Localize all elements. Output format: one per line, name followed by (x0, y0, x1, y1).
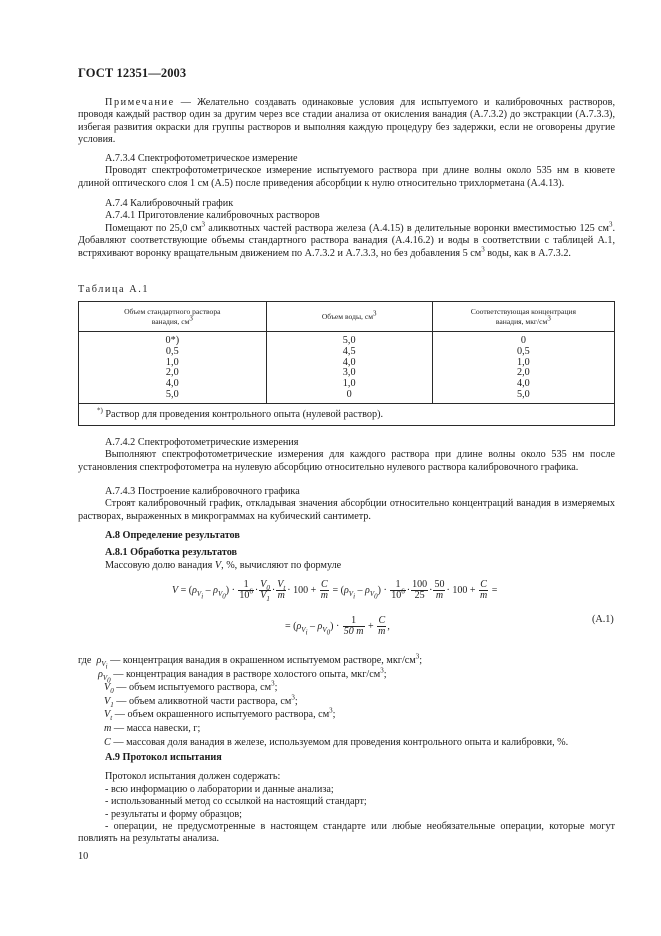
table-cell: 3,0 (342, 367, 356, 379)
table-header-concentration: Соответствующая концентрация ванадия, мкг/$см^3$ (432, 302, 614, 332)
definition-v1: $V_1$ — объем аликвотной части раствора, $см^3$; (104, 693, 298, 709)
table-data-row (79, 332, 615, 404)
table-footnote: *) Раствор для проведения контрольного опыта (нулевой раствор). (79, 403, 615, 425)
section-a81-heading: А.8.1 Обработка результатов (105, 547, 238, 559)
table-header-water-volume: Объем воды, $см^3$ (266, 302, 432, 332)
definition-rho-vi: где $\rho_{V_i}$ — концентрация ванадия в окрашенном испытуемом растворе, мкг/$см^3$; (78, 652, 423, 671)
section-a742-heading: А.7.4.2 Спектрофотометрические измерения (105, 437, 299, 448)
table-cell: 4,5 (342, 345, 356, 357)
note-text: — Желательно создавать одинаковые условия для испытуемого и калибровочных растворов, проводя каждый раствор один за другим через все стадии анализа от окисления ванадия (А.7.3.2) до экстракции (А.7.3.3), избегая развития окраски для группы растворов и выполняя каждую процедуру без задержки, если не оговорены другие условия. (78, 97, 615, 146)
table-footnote-row (79, 403, 615, 425)
table-a1 (78, 301, 615, 426)
section-a74-heading: А.7.4 Калибровочный график (105, 198, 234, 209)
note-label: Примечание (105, 97, 175, 108)
list-item: - использованный метод со ссылкой на настоящий стандарт; (105, 796, 367, 808)
section-a9-heading: А.9 Протокол испытания (105, 752, 222, 763)
table-cell: 4,0 (517, 378, 530, 390)
table-cell: 4,0 (165, 378, 179, 390)
list-item: - операции, не предусмотренные в настоящем стандарте или любые необязательные операции, которые могут повлиять на результаты анализа. (78, 821, 615, 845)
table-cell: 0*) (165, 335, 180, 346)
table-column-concentration (432, 332, 614, 404)
formula-line-2: = $(\rho_{V_i} - \rho_{V_0})$ · $\frac{1}{50 m}$ + $\frac{C}{m}$ , (285, 615, 390, 637)
section-a74 (78, 198, 615, 260)
formula-line-1: $V = (\rho_{V_i} - \rho_{V_0})$ · $\frac{1}{10^6}$ · $\frac{V_0}{V_1}$ · $\frac{V_t}{m}$ · 100 + $\frac{C}{m}$ = $(\rho_{V_i} - \rho_{V_0})$ · $\frac{1}{10^6}$ · $\frac{100}{25}$ · $\frac{50}{m}$ · 100 + $\frac{C}{m}$ = (172, 579, 498, 603)
definition-c: C — массовая доля ванадия в железе, используемом для проведения контрольного опыта и калибровки, %. (104, 736, 569, 748)
table-caption: Таблица А.1 (78, 284, 150, 295)
table-cell: 4,0 (342, 356, 356, 368)
section-a741-heading: А.7.4.1 Приготовление калибровочных растворов (105, 210, 320, 222)
table-cell: 1,0 (517, 356, 530, 368)
variable-definitions (78, 652, 618, 750)
section-a742-text: Выполняют спектрофотометрические измерения для каждого раствора при длине волны около 535 нм после установления спектрофотометра на нулевую абсорбцию относительно нулевого раствора калибровочного графика. (78, 449, 615, 473)
list-item: - всю информацию о лаборатории и данные анализа; (105, 783, 334, 795)
section-a741-text: Помещают по 25,0 $см^3$ аликвотных частей раствора железа (А.4.15) в делительные воронки вместимостью 125 $см^3$. Добавляют соответствующие объемы стандартного раствора ванадия (А.4.16.2) и воды в соответствии с таблицей А.1, встряхивают воронку вращательным движением по А.7.3.2 и А.7.3.3, но без добавления 5 $см^3$ воды, как в А.7.3.2. (78, 220, 615, 259)
section-a743-text: Строят калибровочный график, откладывая значения абсорбции относительно концентраций ванадия в измеряемых растворах, выраженных в микрограммах на кубический сантиметр. (78, 498, 615, 522)
section-a81-text: Массовую долю ванадия V, %, вычисляют по формуле (105, 559, 342, 571)
table-cell: 2,0 (165, 367, 179, 379)
standard-header: ГОСТ 12351—2003 (78, 66, 187, 80)
section-a734 (78, 153, 615, 190)
section-a743-heading: А.7.4.3 Построение калибровочного графика (105, 486, 300, 497)
section-a8 (78, 530, 615, 572)
table-cell: 0 (520, 335, 526, 346)
table-cell: 1,0 (165, 356, 179, 368)
definition-rho-v0: $\rho_{V_0}$ — концентрация ванадия в растворе холостого опыта, мкг/$см^3$; (98, 666, 387, 685)
page-number: 10 (78, 851, 89, 862)
section-a9-intro: Протокол испытания должен содержать: (105, 771, 281, 783)
table-header-row (79, 302, 615, 332)
table-header-standard-volume: Объем стандартного раствора ванадия, $см^3$ (79, 302, 267, 332)
formula-a1 (0, 578, 661, 648)
section-a742 (78, 437, 615, 474)
section-a734-text: Проводят спектрофотометрическое измерение испытуемого раствора при длине волны около 535 нм в кювете длиной оптического слоя 1 см (А.5) после приведения абсорбции к нулю относительно трихлорметана (А.4.13). (78, 165, 615, 189)
table-cell: 5,0 (165, 388, 179, 400)
table-cell: 1,0 (342, 378, 356, 390)
section-a743 (78, 486, 615, 523)
table-cell: 0 (346, 388, 352, 400)
note-paragraph (78, 97, 615, 147)
definition-v0: $V_0$ — объем испытуемого раствора, $см^3$; (104, 679, 278, 696)
list-item: - результаты и форму образцов; (105, 808, 242, 820)
table-cell: 2,0 (517, 367, 530, 379)
section-a8-heading: А.8 Определение результатов (105, 530, 240, 541)
table-cell: 0,5 (517, 345, 530, 357)
table-cell: 5,0 (517, 388, 530, 400)
definition-m: m — масса навески, г; (104, 722, 201, 734)
table-cell: 0,5 (165, 345, 179, 357)
section-a734-heading: А.7.3.4 Спектрофотометрическое измерение (105, 153, 298, 164)
table-cell: 5,0 (342, 335, 356, 346)
definition-vt: $V_t$ — объем окрашенного испытуемого раствора, $см^3$; (104, 706, 336, 723)
table-column-standard-volume (79, 332, 267, 404)
equation-number: (А.1) (592, 614, 614, 625)
table-column-water-volume (266, 332, 432, 404)
section-a9 (78, 752, 615, 846)
